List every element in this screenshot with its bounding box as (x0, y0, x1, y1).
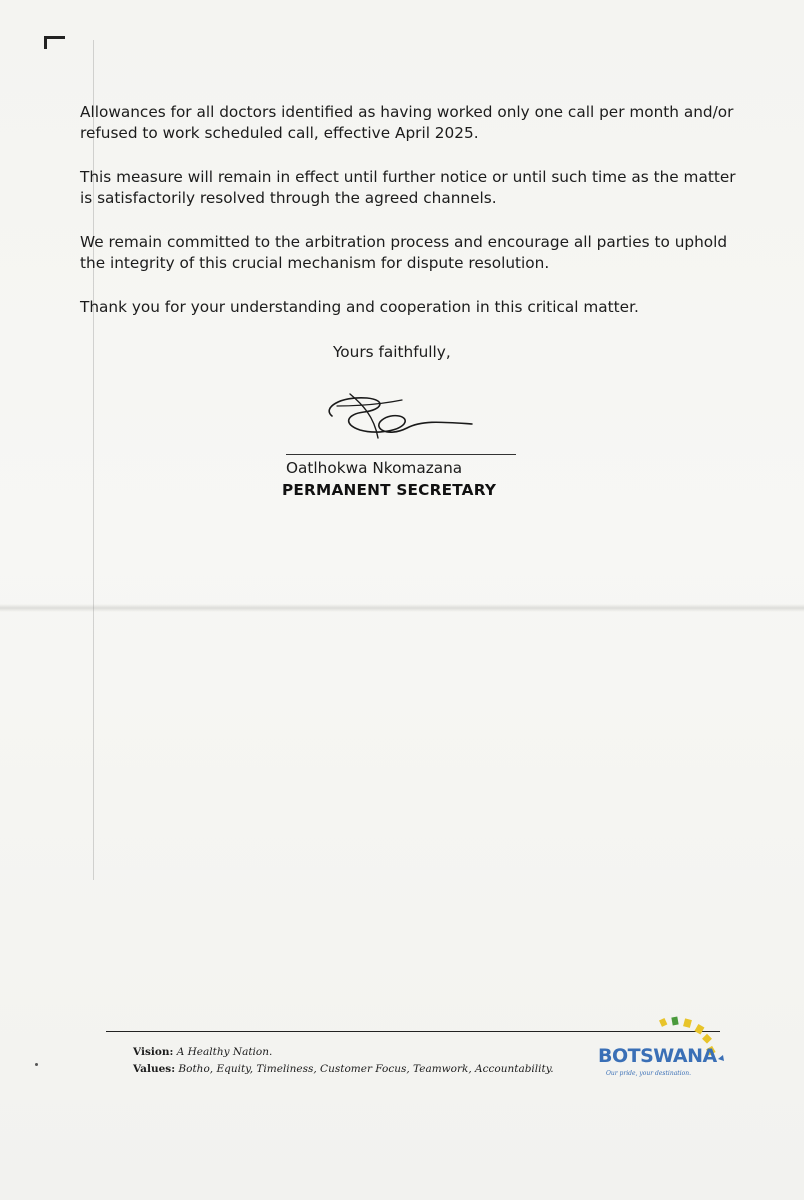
botswana-logo (594, 1015, 734, 1110)
letter-body (80, 102, 740, 341)
values-value: Botho, Equity, Timeliness, Customer Focus, Teamwork, Accountability. (178, 1063, 554, 1075)
footer-text (133, 1044, 554, 1078)
logo-tagline: Our pride, your destination. (606, 1070, 691, 1077)
signer-name: Oatlhokwa Nkomazana (286, 459, 463, 477)
paper-speck (35, 1063, 38, 1066)
vision-line (133, 1044, 554, 1061)
paragraph-measure: This measure will remain in effect until further notice or until such time as the matter is satisfactorily resolved through the agreed channels. (80, 168, 736, 207)
values-line (133, 1061, 554, 1078)
paragraph-thanks: Thank you for your understanding and cooperation in this critical matter. (80, 298, 639, 316)
logo-wordmark: BOTSWANA (598, 1045, 717, 1067)
vision-label: Vision: (133, 1046, 174, 1058)
signer-title: PERMANENT SECRETARY (282, 481, 497, 499)
paragraph-allowances: Allowances for all doctors identified as having worked only one call per month and/or refused to work scheduled call, effective April 2025. (80, 103, 734, 142)
signature-line (286, 454, 516, 455)
closing-salutation: Yours faithfully, (333, 343, 451, 361)
handwritten-signature (312, 386, 482, 448)
paper-fold (0, 604, 804, 612)
vision-value: A Healthy Nation. (176, 1046, 273, 1058)
values-label: Values: (133, 1063, 176, 1075)
corner-mark (44, 36, 65, 49)
paragraph-arbitration: We remain committed to the arbitration process and encourage all parties to uphold the integrity of this crucial mechanism for dispute resolution. (80, 233, 728, 272)
